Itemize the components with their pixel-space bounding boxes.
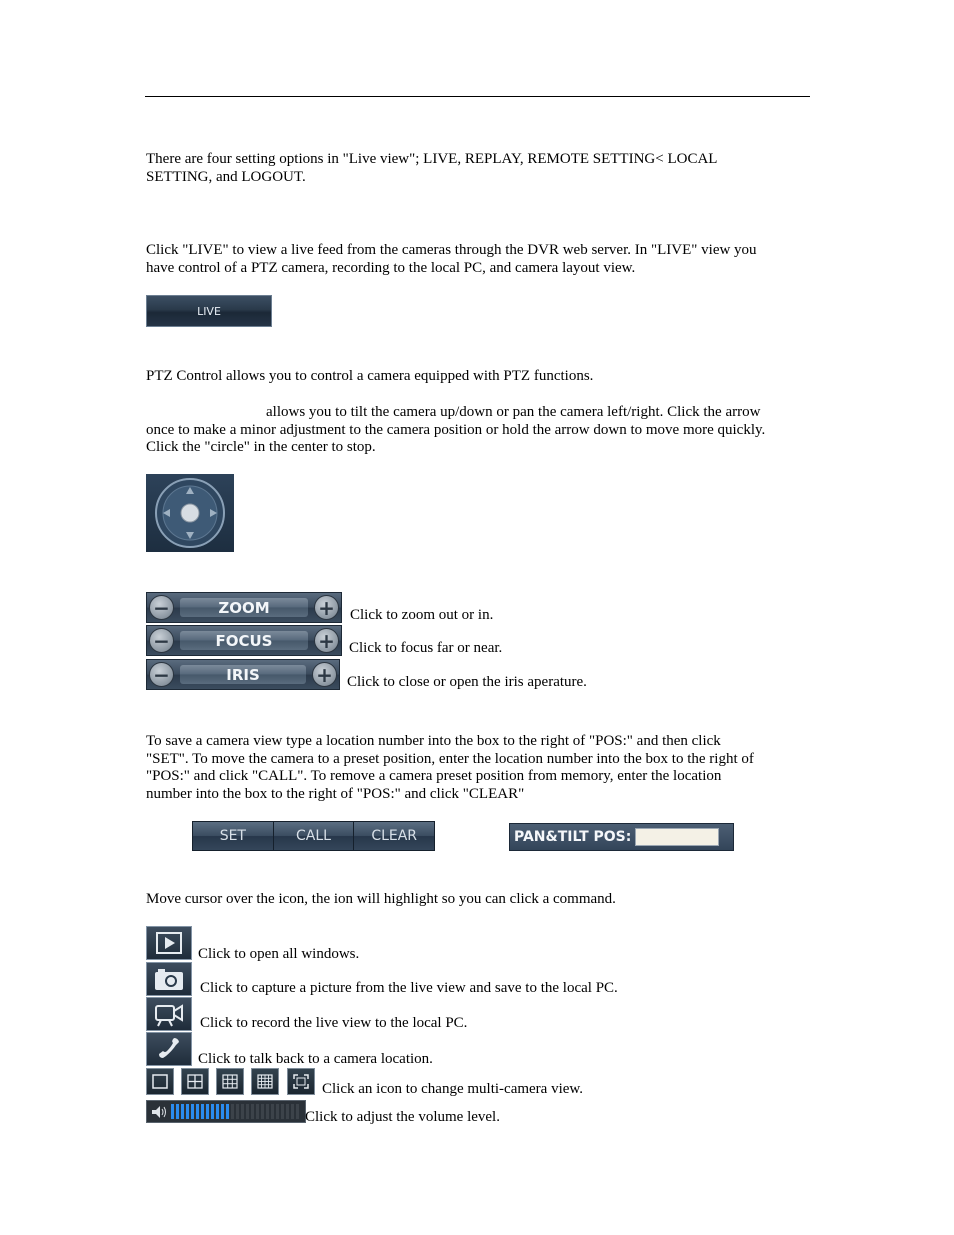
volume-segment xyxy=(221,1104,224,1119)
focus-caption: Click to focus far or near. xyxy=(349,640,503,656)
volume-segment xyxy=(191,1104,194,1119)
iris-open-button[interactable]: + xyxy=(312,662,337,687)
layout-quad-button[interactable] xyxy=(181,1068,209,1095)
preset-button-group xyxy=(192,821,435,851)
stop-circle-icon[interactable] xyxy=(181,504,199,522)
video-record-icon xyxy=(152,1001,186,1027)
volume-segment xyxy=(241,1104,244,1119)
volume-segment xyxy=(246,1104,249,1119)
volume-segment xyxy=(176,1104,179,1119)
camera-icon xyxy=(152,966,186,992)
volume-segment xyxy=(276,1104,279,1119)
live-button[interactable]: LIVE xyxy=(146,295,272,327)
talk-back-caption: Click to talk back to a camera location. xyxy=(198,1051,433,1067)
volume-segment xyxy=(186,1104,189,1119)
live-line-2: have control of a PTZ camera, recording to the local PC, and camera layout view. xyxy=(146,259,636,276)
layout-single-button[interactable] xyxy=(146,1068,174,1095)
layout-caption: Click an icon to change multi-camera view. xyxy=(322,1081,584,1097)
volume-segment xyxy=(196,1104,199,1119)
layout-3x3-icon xyxy=(221,1073,239,1090)
layout-nine-button[interactable] xyxy=(216,1068,244,1095)
fullscreen-icon xyxy=(292,1073,310,1090)
focus-label: FOCUS xyxy=(180,631,308,650)
play-icon xyxy=(154,931,184,955)
zoom-in-button[interactable]: + xyxy=(314,595,339,620)
volume-segment xyxy=(256,1104,259,1119)
ptz-intro: PTZ Control allows you to control a camera equipped with PTZ functions. xyxy=(146,368,594,384)
ptz-line-3: Click the "circle" in the center to stop. xyxy=(146,439,376,455)
volume-segment xyxy=(236,1104,239,1119)
volume-segment xyxy=(231,1104,234,1119)
iris-close-button[interactable]: − xyxy=(149,662,174,687)
volume-segment xyxy=(181,1104,184,1119)
volume-segments xyxy=(171,1104,301,1119)
volume-segment xyxy=(201,1104,204,1119)
iris-control xyxy=(146,659,340,690)
volume-segment xyxy=(171,1104,174,1119)
pos-input[interactable] xyxy=(635,828,719,846)
ptz-direction-pad[interactable] xyxy=(146,474,234,552)
clear-button[interactable]: CLEAR xyxy=(354,822,434,850)
volume-segment xyxy=(251,1104,254,1119)
intro-line-2: SETTING, and LOGOUT. xyxy=(146,168,306,185)
record-caption: Click to record the live view to the local PC. xyxy=(200,1015,468,1031)
iris-label: IRIS xyxy=(180,665,306,684)
volume-caption: Click to adjust the volume level. xyxy=(305,1109,500,1125)
ptz-pad-graphic xyxy=(146,474,234,552)
preset-line-2: "SET". To move the camera to a preset position, enter the location number into the box to the right of xyxy=(146,750,754,767)
preset-line-1: To save a camera view type a location number into the box to the right of "POS:" and then click xyxy=(146,733,721,749)
volume-segment xyxy=(271,1104,274,1119)
capture-caption: Click to capture a picture from the live view and save to the local PC. xyxy=(200,980,618,996)
volume-segment xyxy=(281,1104,284,1119)
volume-segment xyxy=(291,1104,294,1119)
phone-icon xyxy=(154,1035,184,1063)
ptz-line-1: allows you to tilt the camera up/down or pan the camera left/right. Click the arrow xyxy=(266,404,761,420)
volume-segment xyxy=(296,1104,299,1119)
preset-line-3: "POS:" and click "CALL". To remove a camera preset position from memory, enter the location xyxy=(146,768,722,784)
volume-segment xyxy=(206,1104,209,1119)
volume-segment xyxy=(286,1104,289,1119)
preset-paragraph xyxy=(146,733,754,803)
preset-line-4: number into the box to the right of "POS:" and click "CLEAR" xyxy=(146,785,525,802)
set-button[interactable]: SET xyxy=(193,822,274,850)
intro-paragraph xyxy=(146,151,717,186)
volume-segment xyxy=(266,1104,269,1119)
record-button[interactable] xyxy=(146,997,192,1031)
volume-segment xyxy=(226,1104,229,1119)
volume-segment xyxy=(211,1104,214,1119)
zoom-label: ZOOM xyxy=(180,598,308,617)
header-rule xyxy=(145,96,810,97)
open-all-windows-button[interactable] xyxy=(146,926,192,960)
pan-tilt-pos-field xyxy=(509,823,734,851)
zoom-out-button[interactable]: − xyxy=(149,595,174,620)
layout-sixteen-button[interactable] xyxy=(251,1068,279,1095)
pos-label: PAN&TILT POS: xyxy=(514,829,632,845)
layout-1x1-icon xyxy=(151,1073,169,1090)
open-all-caption: Click to open all windows. xyxy=(198,946,360,962)
zoom-caption: Click to zoom out or in. xyxy=(350,607,494,623)
iris-caption: Click to close or open the iris aperature. xyxy=(347,674,587,690)
ptz-line-2: once to make a minor adjustment to the camera position or hold the arrow down to move more quickly. xyxy=(146,421,766,438)
talk-back-button[interactable] xyxy=(146,1032,192,1066)
layout-fullscreen-button[interactable] xyxy=(287,1068,315,1095)
layout-2x2-icon xyxy=(186,1073,204,1090)
focus-control xyxy=(146,625,342,656)
capture-picture-button[interactable] xyxy=(146,962,192,996)
call-button[interactable]: CALL xyxy=(274,822,355,850)
volume-slider[interactable] xyxy=(146,1100,306,1123)
speaker-icon xyxy=(150,1104,168,1120)
live-line-1: Click "LIVE" to view a live feed from the cameras through the DVR web server. In "LIVE" view you xyxy=(146,242,757,258)
ptz-paragraph xyxy=(146,404,765,457)
zoom-control xyxy=(146,592,342,623)
live-paragraph xyxy=(146,242,757,277)
focus-near-button[interactable]: + xyxy=(314,628,339,653)
focus-far-button[interactable]: − xyxy=(149,628,174,653)
toolbar-intro: Move cursor over the icon, the ion will highlight so you can click a command. xyxy=(146,891,616,907)
volume-segment xyxy=(216,1104,219,1119)
volume-segment xyxy=(261,1104,264,1119)
intro-line-1: There are four setting options in "Live view"; LIVE, REPLAY, REMOTE SETTING< LOCAL xyxy=(146,151,718,167)
layout-4x4-icon xyxy=(256,1073,274,1090)
